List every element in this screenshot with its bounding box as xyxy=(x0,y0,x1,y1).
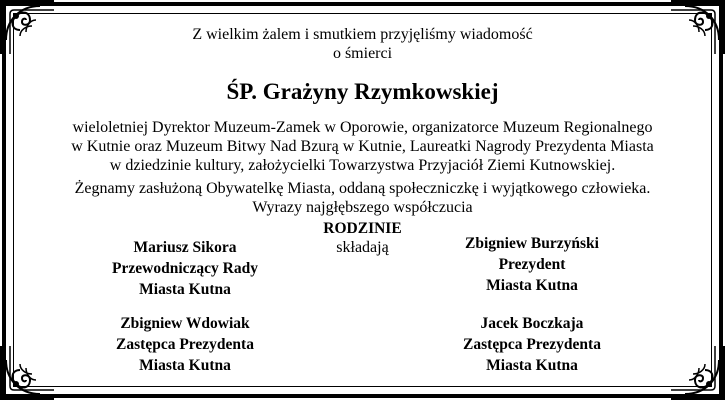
recipient: RODZINIE xyxy=(323,220,402,237)
signatory-title: Prezydent xyxy=(498,256,566,273)
signatory-title: Zastępca Prezydenta xyxy=(463,336,601,353)
intro-line: o śmierci xyxy=(332,45,393,62)
signatory-title: Miasta Kutna xyxy=(486,277,578,294)
signatory-name: Mariusz Sikora xyxy=(133,239,237,256)
signatory-top-left xyxy=(90,237,280,300)
signatory-title: Przewodniczący Rady xyxy=(112,260,258,277)
signatory-title: Miasta Kutna xyxy=(139,281,231,298)
ornamental-corner-icon xyxy=(669,344,725,400)
signatory-name: Zbigniew Burzyński xyxy=(465,235,599,252)
signatory-top-right xyxy=(437,233,627,296)
body-line: w dziedzinie kultury, założycielki Towarzystwa Przyjaciół Ziemi Kutnowskiej. xyxy=(109,157,616,174)
body-line: Wyrazy najgłębszego współczucia xyxy=(252,199,473,216)
body-line: Żegnamy zasłużoną Obywatelkę Miasta, oddaną społeczniczkę i wyjątkowego człowieka. xyxy=(74,180,651,197)
body-line: w Kutnie oraz Muzeum Bitwy Nad Bzurą w Kutnie, Laureatki Nagrody Prezydenta Miasta xyxy=(71,138,654,155)
body-line: wieloletniej Dyrektor Muzeum-Zamek w Oporowie, organizatorce Muzeum Regionalnego xyxy=(72,119,653,136)
ornamental-corner-icon xyxy=(0,344,56,400)
deceased-name: ŚP. Grażyny Rzymkowskiej xyxy=(226,79,499,104)
signatory-bottom-left xyxy=(90,313,280,376)
signatory-bottom-right xyxy=(437,313,627,376)
signatory-title: Miasta Kutna xyxy=(486,357,578,374)
signatory-title: Zastępca Prezydenta xyxy=(116,336,254,353)
verb: składają xyxy=(336,239,389,256)
intro-line: Z wielkim żalem i smutkiem przyjęliśmy wiadomość xyxy=(192,26,533,43)
signatory-title: Miasta Kutna xyxy=(139,357,231,374)
signatory-name: Zbigniew Wdowiak xyxy=(120,315,250,332)
signatory-name: Jacek Boczkaja xyxy=(480,315,584,332)
